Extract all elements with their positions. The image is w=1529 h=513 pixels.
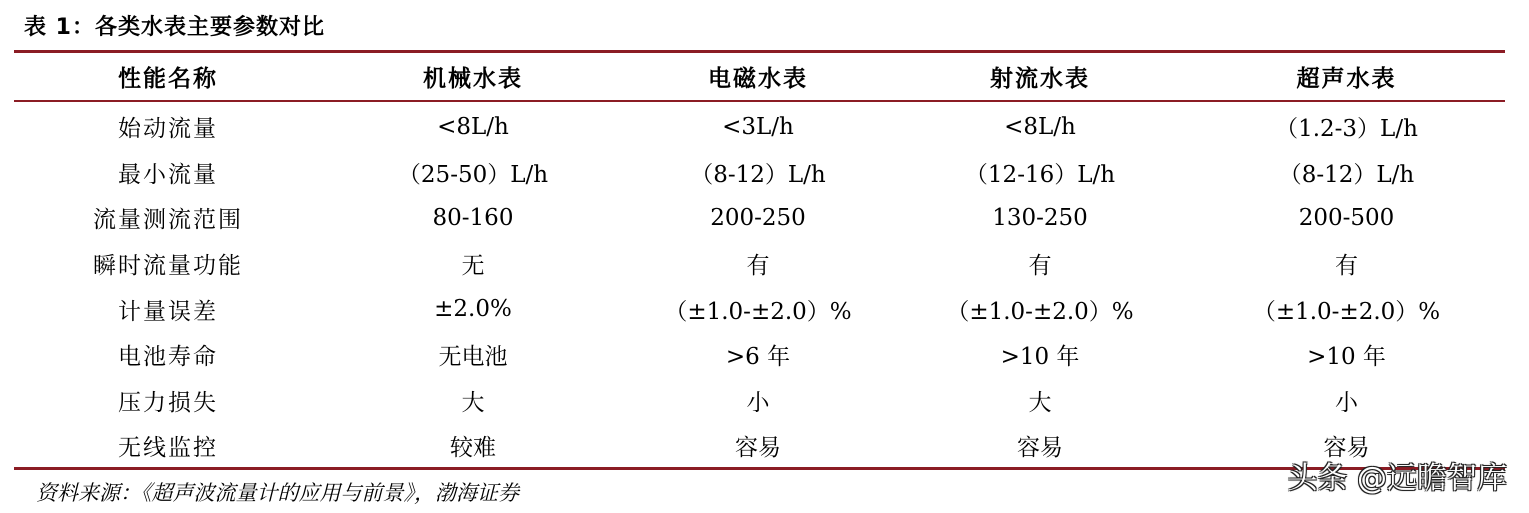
table-cell: <8L/h [437, 113, 509, 140]
header-cell-electromagnetic: 电磁水表 [708, 66, 808, 92]
header-cell-param: 性能名称 [118, 66, 218, 92]
table-cell: 200-500 [1298, 204, 1395, 231]
table-cell: 有 [1028, 253, 1052, 280]
table-row [14, 241, 1505, 287]
table-cell: >10 年 [1307, 344, 1386, 371]
table-cell: 200-250 [710, 204, 806, 231]
table-cell: 大 [461, 389, 485, 416]
table-cell: 有 [746, 253, 770, 280]
table-cell: 无 [461, 253, 485, 280]
table-row [14, 104, 1505, 150]
table-title: 表 1：各类水表主要参数对比 [24, 15, 325, 40]
table-cell: （25-50）L/h [397, 161, 549, 188]
watermark: 头条 @远瞻智库 [1287, 461, 1507, 496]
header-cell-jet: 射流水表 [990, 66, 1090, 92]
table-cell: 80-160 [432, 204, 514, 231]
top-rule [14, 50, 1505, 53]
table-cell: 容易 [1323, 435, 1370, 462]
table-cell: （±1.0-±2.0）% [1252, 298, 1441, 325]
row-label: 计量误差 [118, 298, 218, 325]
header-cell-ultrasonic: 超声水表 [1296, 66, 1397, 92]
header-rule [14, 100, 1505, 102]
table-cell: >6 年 [725, 344, 791, 371]
table-cell: 容易 [735, 435, 781, 462]
table-cell: <8L/h [1004, 113, 1076, 140]
row-label: 流量测流范围 [93, 207, 243, 234]
table-cell: 容易 [1017, 435, 1063, 462]
table-cell: 小 [746, 389, 770, 416]
table-cell: 大 [1028, 389, 1052, 416]
header-cell-mechanical: 机械水表 [423, 66, 523, 92]
table-cell: 小 [1335, 389, 1358, 416]
table-cell: （±1.0-±2.0）% [664, 298, 852, 325]
table-header [14, 54, 1505, 99]
table-row [14, 332, 1505, 378]
table-cell: 无电池 [438, 344, 508, 371]
table-row [14, 286, 1505, 332]
table-cell: 较难 [450, 435, 496, 462]
bottom-rule [14, 467, 1505, 470]
header-row [14, 54, 1505, 99]
row-label: 电池寿命 [118, 344, 218, 371]
table-cell: （1.2-3）L/h [1275, 116, 1418, 143]
table-cell: （12-16）L/h [964, 161, 1116, 188]
table-body [14, 104, 1505, 469]
table-cell: 有 [1335, 253, 1358, 280]
table-cell: >10 年 [1000, 344, 1080, 371]
row-label: 始动流量 [118, 116, 218, 143]
table-row [14, 195, 1505, 241]
table-cell: 130-250 [992, 204, 1088, 231]
table-row [14, 423, 1505, 469]
table-cell: ±2.0% [434, 296, 512, 323]
row-label: 最小流量 [118, 161, 218, 188]
table-row [14, 150, 1505, 196]
table-cell: <3L/h [722, 113, 794, 140]
table-row [14, 378, 1505, 424]
source-note: 资料来源：《超声波流量计的应用与前景》，渤海证券 [36, 481, 519, 505]
row-label: 无线监控 [118, 435, 218, 462]
table-cell: （8-12）L/h [690, 161, 826, 188]
table-cell: （±1.0-±2.0）% [946, 298, 1134, 325]
row-label: 压力损失 [118, 389, 218, 416]
row-label: 瞬时流量功能 [93, 253, 243, 280]
table-cell: （8-12）L/h [1278, 161, 1415, 188]
